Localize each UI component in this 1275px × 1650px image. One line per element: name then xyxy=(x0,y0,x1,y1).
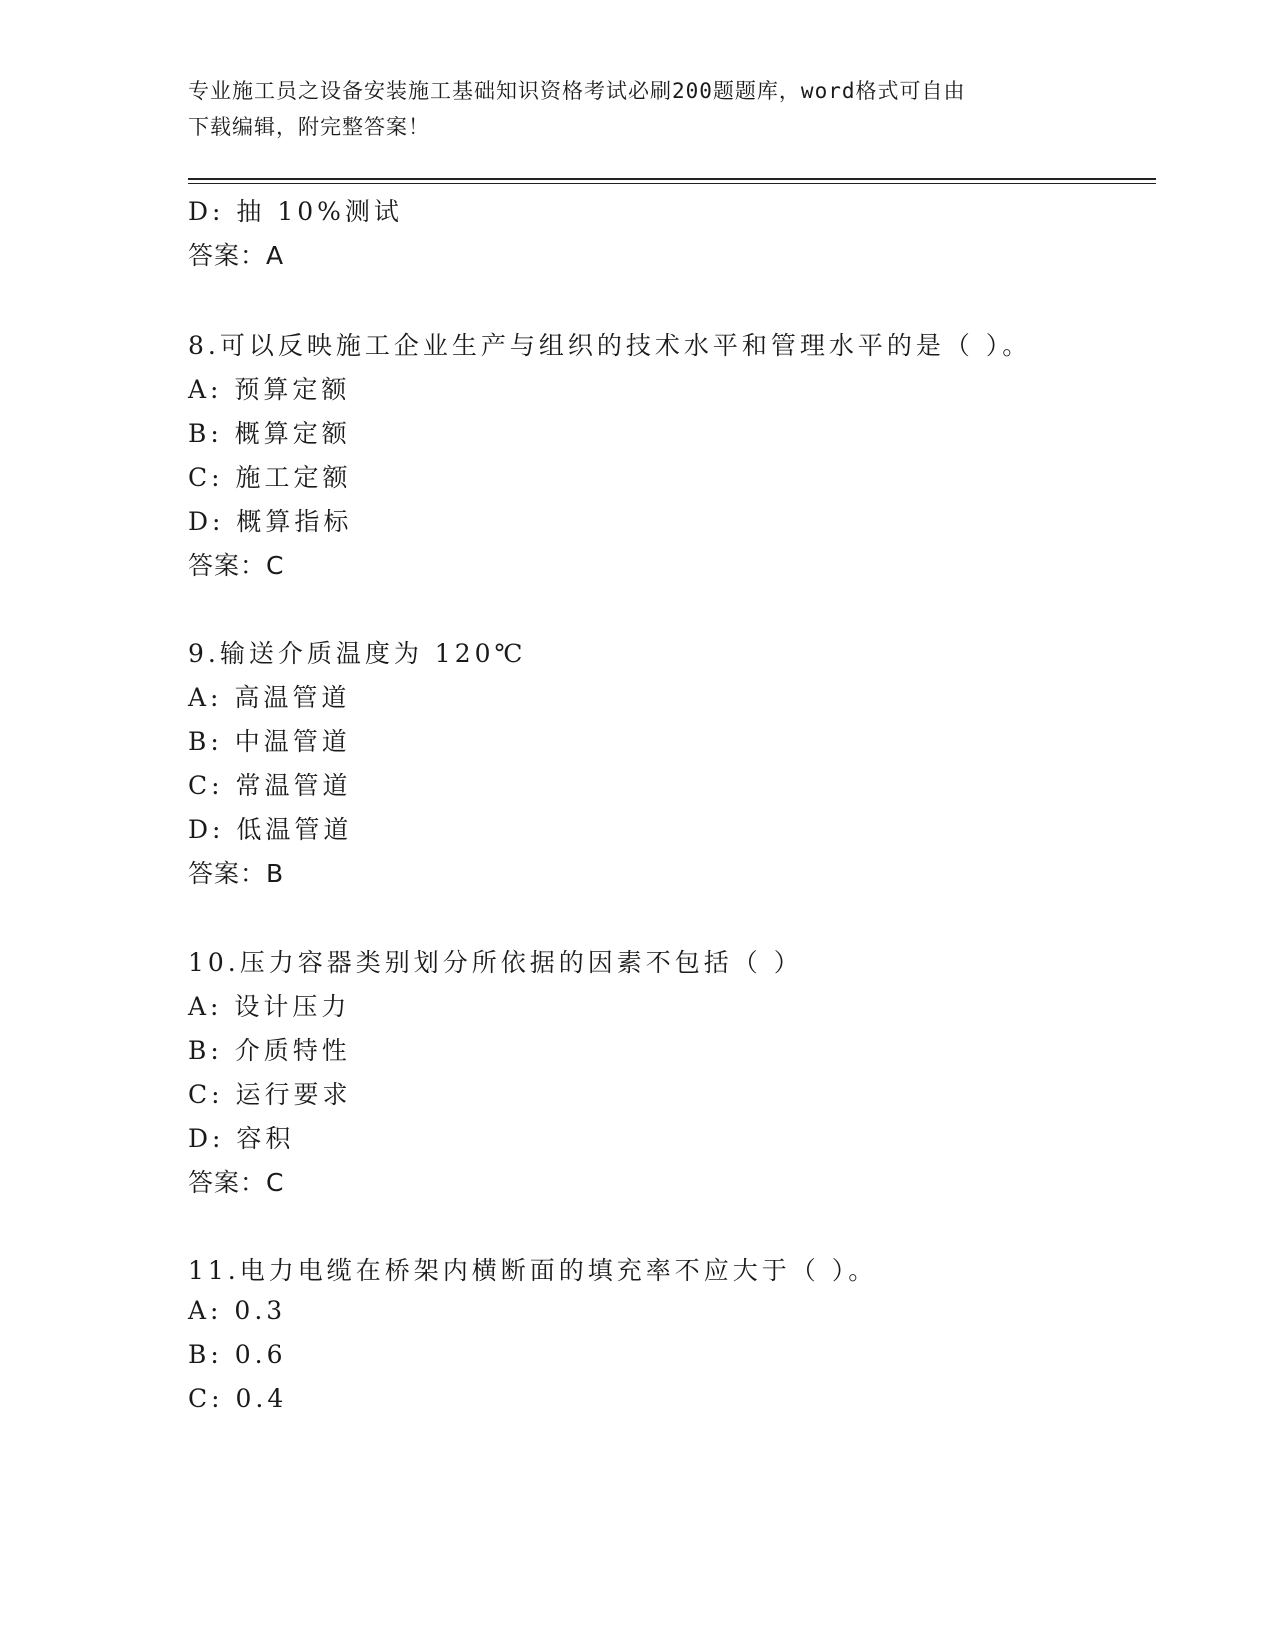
option-line: C: 运行要求 xyxy=(188,1080,352,1109)
header-line-2: 下载编辑，附完整答案！ xyxy=(188,115,430,139)
header-line-1: 专业施工员之设备安装施工基础知识资格考试必刷200题题库，word格式可自由 xyxy=(188,79,966,103)
header-rule-thick xyxy=(188,178,1156,180)
document-header xyxy=(188,73,1088,145)
question-line: 8.可以反映施工企业生产与组织的技术水平和管理水平的是（ ）。 xyxy=(188,331,1032,360)
option-line: D: 抽 10%测试 xyxy=(188,197,403,226)
answer-line: 答案：C xyxy=(188,1168,285,1197)
option-line: B: 0.6 xyxy=(188,1340,287,1369)
option-line: B: 中温管道 xyxy=(188,727,351,756)
question-line: 11.电力电缆在桥架内横断面的填充率不应大于（ ）。 xyxy=(188,1256,878,1285)
answer-line: 答案：C xyxy=(188,551,285,580)
option-line: A: 高温管道 xyxy=(188,683,351,712)
option-line: A: 0.3 xyxy=(188,1296,287,1325)
answer-line: 答案：B xyxy=(188,859,285,888)
option-line: C: 施工定额 xyxy=(188,463,352,492)
option-line: B: 概算定额 xyxy=(188,419,351,448)
option-line: A: 设计压力 xyxy=(188,992,351,1021)
header-rule-thin xyxy=(188,183,1156,184)
question-line: 9.输送介质温度为 120℃ xyxy=(188,639,527,668)
option-line: D: 容积 xyxy=(188,1124,295,1153)
option-line: D: 概算指标 xyxy=(188,507,353,536)
option-line: B: 介质特性 xyxy=(188,1036,351,1065)
question-line: 10.压力容器类别划分所依据的因素不包括（ ） xyxy=(188,948,803,977)
answer-line: 答案：A xyxy=(188,241,285,270)
option-line: D: 低温管道 xyxy=(188,815,353,844)
option-line: C: 常温管道 xyxy=(188,771,352,800)
option-line: C: 0.4 xyxy=(188,1384,288,1413)
option-line: A: 预算定额 xyxy=(188,375,351,404)
